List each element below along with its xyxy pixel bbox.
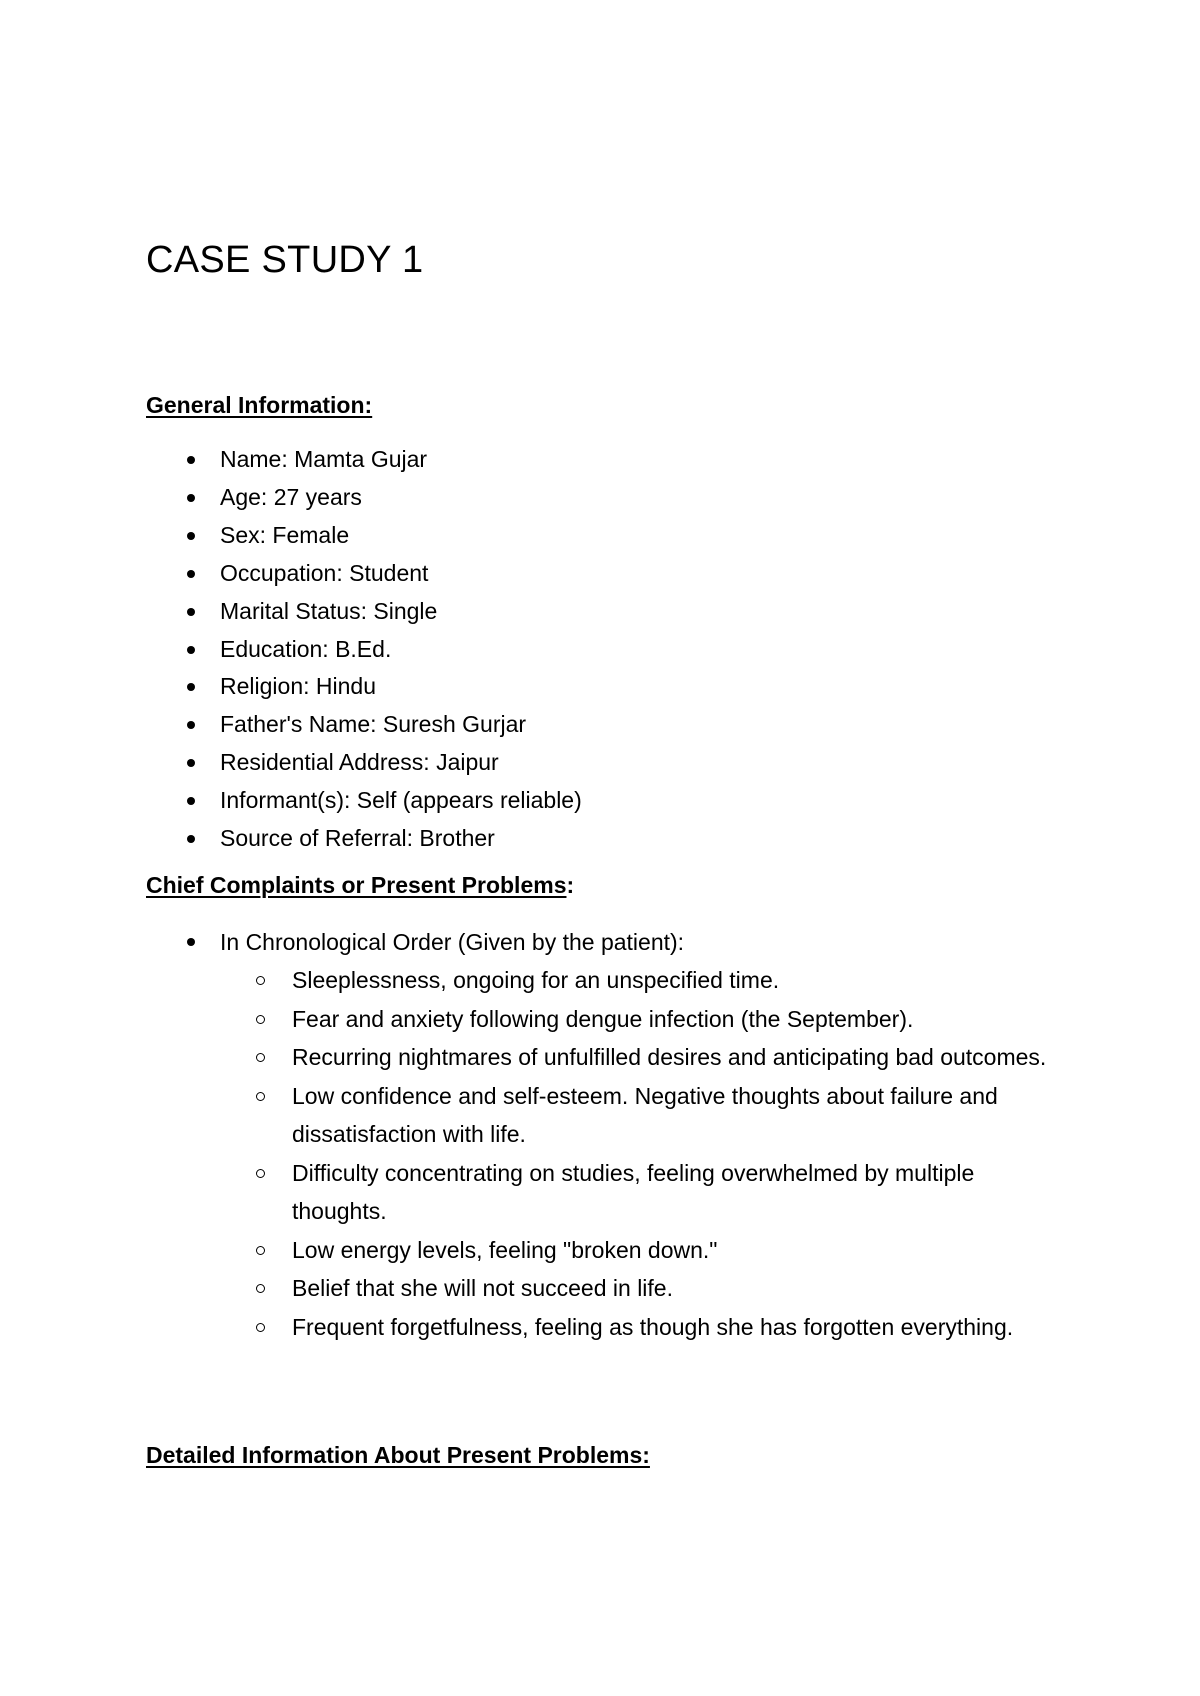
list-item-text: In Chronological Order (Given by the patient): <box>220 929 685 955</box>
list-item <box>182 441 1082 479</box>
list-item <box>182 782 1082 820</box>
list-item <box>182 631 1082 669</box>
list-item-text: Source of Referral: Brother <box>220 825 495 852</box>
list-item-text: Residential Address: Jaipur <box>220 749 499 776</box>
list-item <box>182 923 1082 1346</box>
circle-bullet-icon <box>256 976 265 985</box>
circle-bullet-icon <box>256 1284 265 1293</box>
list-item <box>182 517 1082 555</box>
bullet-icon <box>187 721 195 729</box>
list-item-text: Name: Mamta Gujar <box>220 446 428 472</box>
sublist-item <box>256 961 1052 1000</box>
list-item-text: Age: 27 years <box>220 483 362 510</box>
bullet-icon <box>187 938 195 946</box>
circle-bullet-icon <box>256 1246 265 1255</box>
sublist-item <box>256 1231 1052 1270</box>
sublist-item-text: Recurring nightmares of unfulfilled desires and anticipating bad outcomes. <box>292 1044 1047 1070</box>
sublist-item-text: Fear and anxiety following dengue infection (the September). <box>292 1005 914 1032</box>
sublist-item-text: Frequent forgetfulness, feeling as though she has forgotten everything. <box>292 1313 1014 1340</box>
sublist-item <box>256 1077 1052 1154</box>
bullet-icon <box>187 797 195 805</box>
section-heading-general-information <box>146 390 372 420</box>
list-item <box>182 706 1082 744</box>
list-item <box>182 744 1082 782</box>
list-item-text: Informant(s): Self (appears reliable) <box>220 787 582 814</box>
list-item-text: Sex: Female <box>220 521 350 548</box>
document-title: CASE STUDY 1 <box>146 239 424 281</box>
sublist-item <box>256 1038 1052 1077</box>
bullet-icon <box>187 759 195 767</box>
section-heading-text: Chief Complaints or Present Problems <box>146 872 567 898</box>
chief-complaints-list <box>182 923 1082 1346</box>
section-heading-detailed-information <box>146 1440 650 1470</box>
sublist-item-text: Belief that she will not succeed in life. <box>292 1275 673 1301</box>
circle-bullet-icon <box>256 1015 265 1024</box>
list-item <box>182 593 1082 631</box>
sublist-item-text: Low confidence and self-esteem. Negative thoughts about failure and dissatisfaction with life. <box>292 1082 998 1147</box>
list-item <box>182 668 1082 706</box>
circle-bullet-icon <box>256 1323 265 1332</box>
bullet-icon <box>187 456 195 464</box>
bullet-icon <box>187 494 195 502</box>
list-item-text: Religion: Hindu <box>220 673 376 700</box>
sublist-item <box>256 1154 1052 1231</box>
list-item-text: Marital Status: Single <box>220 597 438 624</box>
bullet-icon <box>187 570 195 578</box>
bullet-icon <box>187 835 195 843</box>
section-heading-chief-complaints <box>146 870 574 900</box>
list-item-text: Education: B.Ed. <box>220 635 392 662</box>
sublist-item-text: Difficulty concentrating on studies, feeling overwhelmed by multiple thoughts. <box>292 1159 975 1224</box>
sublist-item-text: Low energy levels, feeling "broken down." <box>292 1236 718 1263</box>
list-item-text: Occupation: Student <box>220 559 429 586</box>
section-heading-text: Detailed Information About Present Problems: <box>146 1442 650 1468</box>
circle-bullet-icon <box>256 1169 265 1178</box>
sublist-item-text: Sleeplessness, ongoing for an unspecified time. <box>292 967 780 993</box>
section-heading-text: General Information: <box>146 392 373 418</box>
list-item <box>182 479 1082 517</box>
general-information-list <box>182 441 1082 858</box>
complaints-sublist <box>220 961 1082 1346</box>
list-item <box>182 555 1082 593</box>
bullet-icon <box>187 608 195 616</box>
bullet-icon <box>187 683 195 691</box>
list-item-text: Father's Name: Suresh Gurjar <box>220 711 527 738</box>
section-heading-suffix: : <box>566 872 575 898</box>
bullet-icon <box>187 532 195 540</box>
sublist-item <box>256 1269 1052 1308</box>
list-item <box>182 820 1082 858</box>
sublist-item <box>256 1308 1052 1347</box>
bullet-icon <box>187 646 195 654</box>
circle-bullet-icon <box>256 1092 265 1101</box>
circle-bullet-icon <box>256 1053 265 1062</box>
sublist-item <box>256 1000 1052 1039</box>
